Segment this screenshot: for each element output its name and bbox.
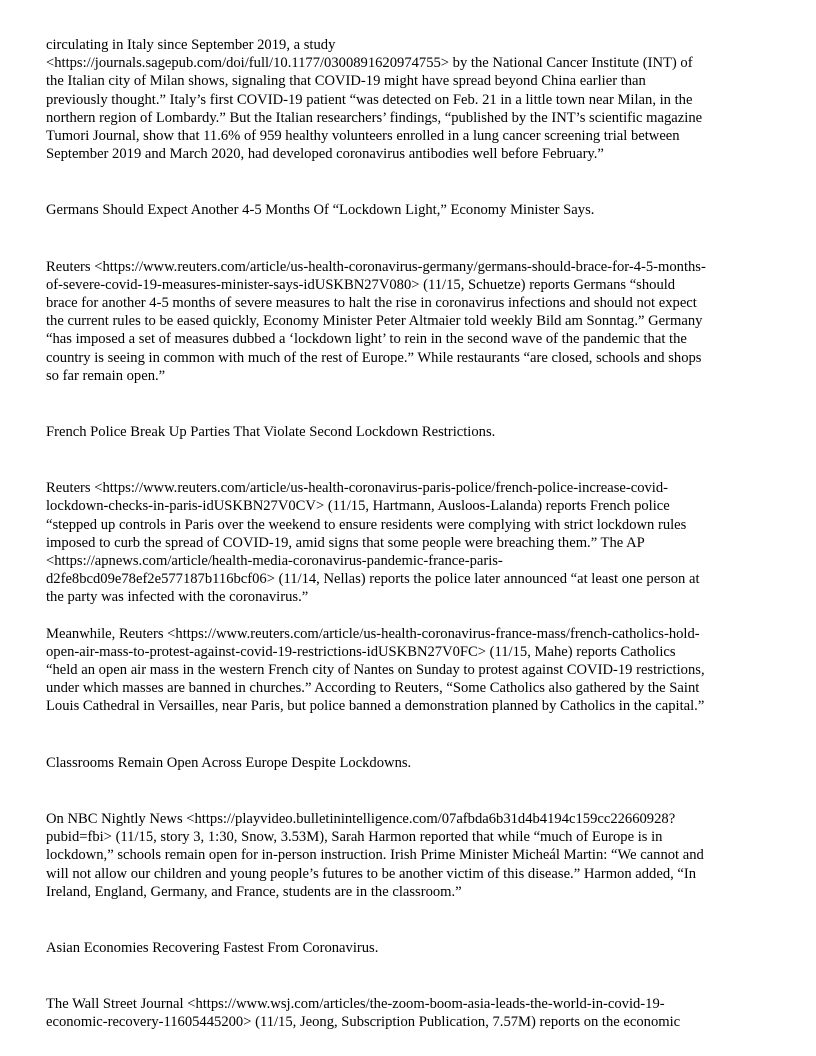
paragraph-french-catholics: Meanwhile, Reuters <https://www.reuters.com/article/us-health-coronavirus-france-mass/french-catholics-hold- open-air-mass-to-protest-against-covid-19-restrictions-idUSKBN27V0FC> (11/15, Mahe) reports Catholics “held an open air mass in the western French city of Nantes on Sunday to protest against COVID-19 restrictions, under which masses are banned in churches.” According to Reuters, “Some Catholics also gathered by the Saint Louis Cathedral in Versailles, near Paris, but police banned a demonstration planned by Catholics in the capital.” [46,625,705,715]
paragraph-french-police: Reuters <https://www.reuters.com/article/us-health-coronavirus-paris-police/french-police-increase-covid- lockdown-checks-in-paris-idUSKBN27V0CV> (11/15, Hartmann, Ausloos-Lalanda) reports French police “stepped up controls in Paris over the weekend to ensure residents were complying with strict lockdown rules imposed to curb the spread of COVID-19, amid signs that some people were breaching them.” The AP <https://apnews.com/article/health-media-coronavirus-pandemic-france-paris- d2fe8bcd09e78ef2e577187b116bcf06> (11/14, Nellas) reports the police later announced “at least one person at the party was infected with the coronavirus.” [46,480,700,606]
paragraph-classrooms-open: On NBC Nightly News <https://playvideo.bulletinintelligence.com/07afbda6b31d4b4194c159cc22660928? pubid=fbi> (11/15, story 3, 1:30, Snow, 3.53M), Sarah Harmon reported that while “much of Europe is in lockdown,” schools remain open for in-person instruction. Irish Prime Minister Micheál Martin: “We cannot and will not allow our children and young people’s futures to be another victim of this disease.” Harmon added, “In Ireland, England, Germany, and France, students are in the classroom.” [46,810,704,900]
paragraph-germany-lockdown: Reuters <https://www.reuters.com/article/us-health-coronavirus-germany/germans-should-brace-for-4-5-months- of-severe-covid-19-measures-minister-says-idUSKBN27V080> (11/15, Schuetze) reports Germans “should brace for another 4-5 months of severe measures to halt the rise in coronavirus infections and should not expect the current rules to be eased quickly, Economy Minister Peter Altmaier told weekly Bild am Sonntag.” Germany “has imposed a set of measures dubbed a ‘lockdown light’ to rein in the second wave of the pandemic that the country is seeing in common with much of the rest of Europe.” While restaurants “are closed, schools and shops so far remain open.” [46,258,706,384]
heading-asian-economies: Asian Economies Recovering Fastest From Coronavirus. [46,939,379,956]
heading-classrooms-open: Classrooms Remain Open Across Europe Despite Lockdowns. [46,754,412,771]
heading-germany-lockdown: Germans Should Expect Another 4-5 Months Of “Lockdown Light,” Economy Minister Says. [46,202,595,219]
heading-french-police: French Police Break Up Parties That Violate Second Lockdown Restrictions. [46,424,496,441]
document-page [46,36,774,1032]
paragraph-italy-study: circulating in Italy since September 2019, a study <https://journals.sagepub.com/doi/full/10.1177/0300891620974755> by the National Cancer Institute (INT) of the Italian city of Milan shows, signaling that COVID-19 might have spread beyond China earlier than previously thought.” Italy’s first COVID-19 patient “was detected on Feb. 21 in a little town near Milan, in the northern region of Lombardy.” But the Italian researchers’ findings, “published by the INT’s scientific magazine Tumori Journal, show that 11.6% of 959 healthy volunteers enrolled in a lung cancer screening trial between September 2019 and March 2020, had developed coronavirus antibodies well before February.” [46,37,703,163]
paragraph-asian-economies: The Wall Street Journal <https://www.wsj.com/articles/the-zoom-boom-asia-leads-the-world-in-covid-19- economic-recovery-11605445200> (11/15, Jeong, Subscription Publication, 7.57M) reports on the economic [46,996,681,1031]
